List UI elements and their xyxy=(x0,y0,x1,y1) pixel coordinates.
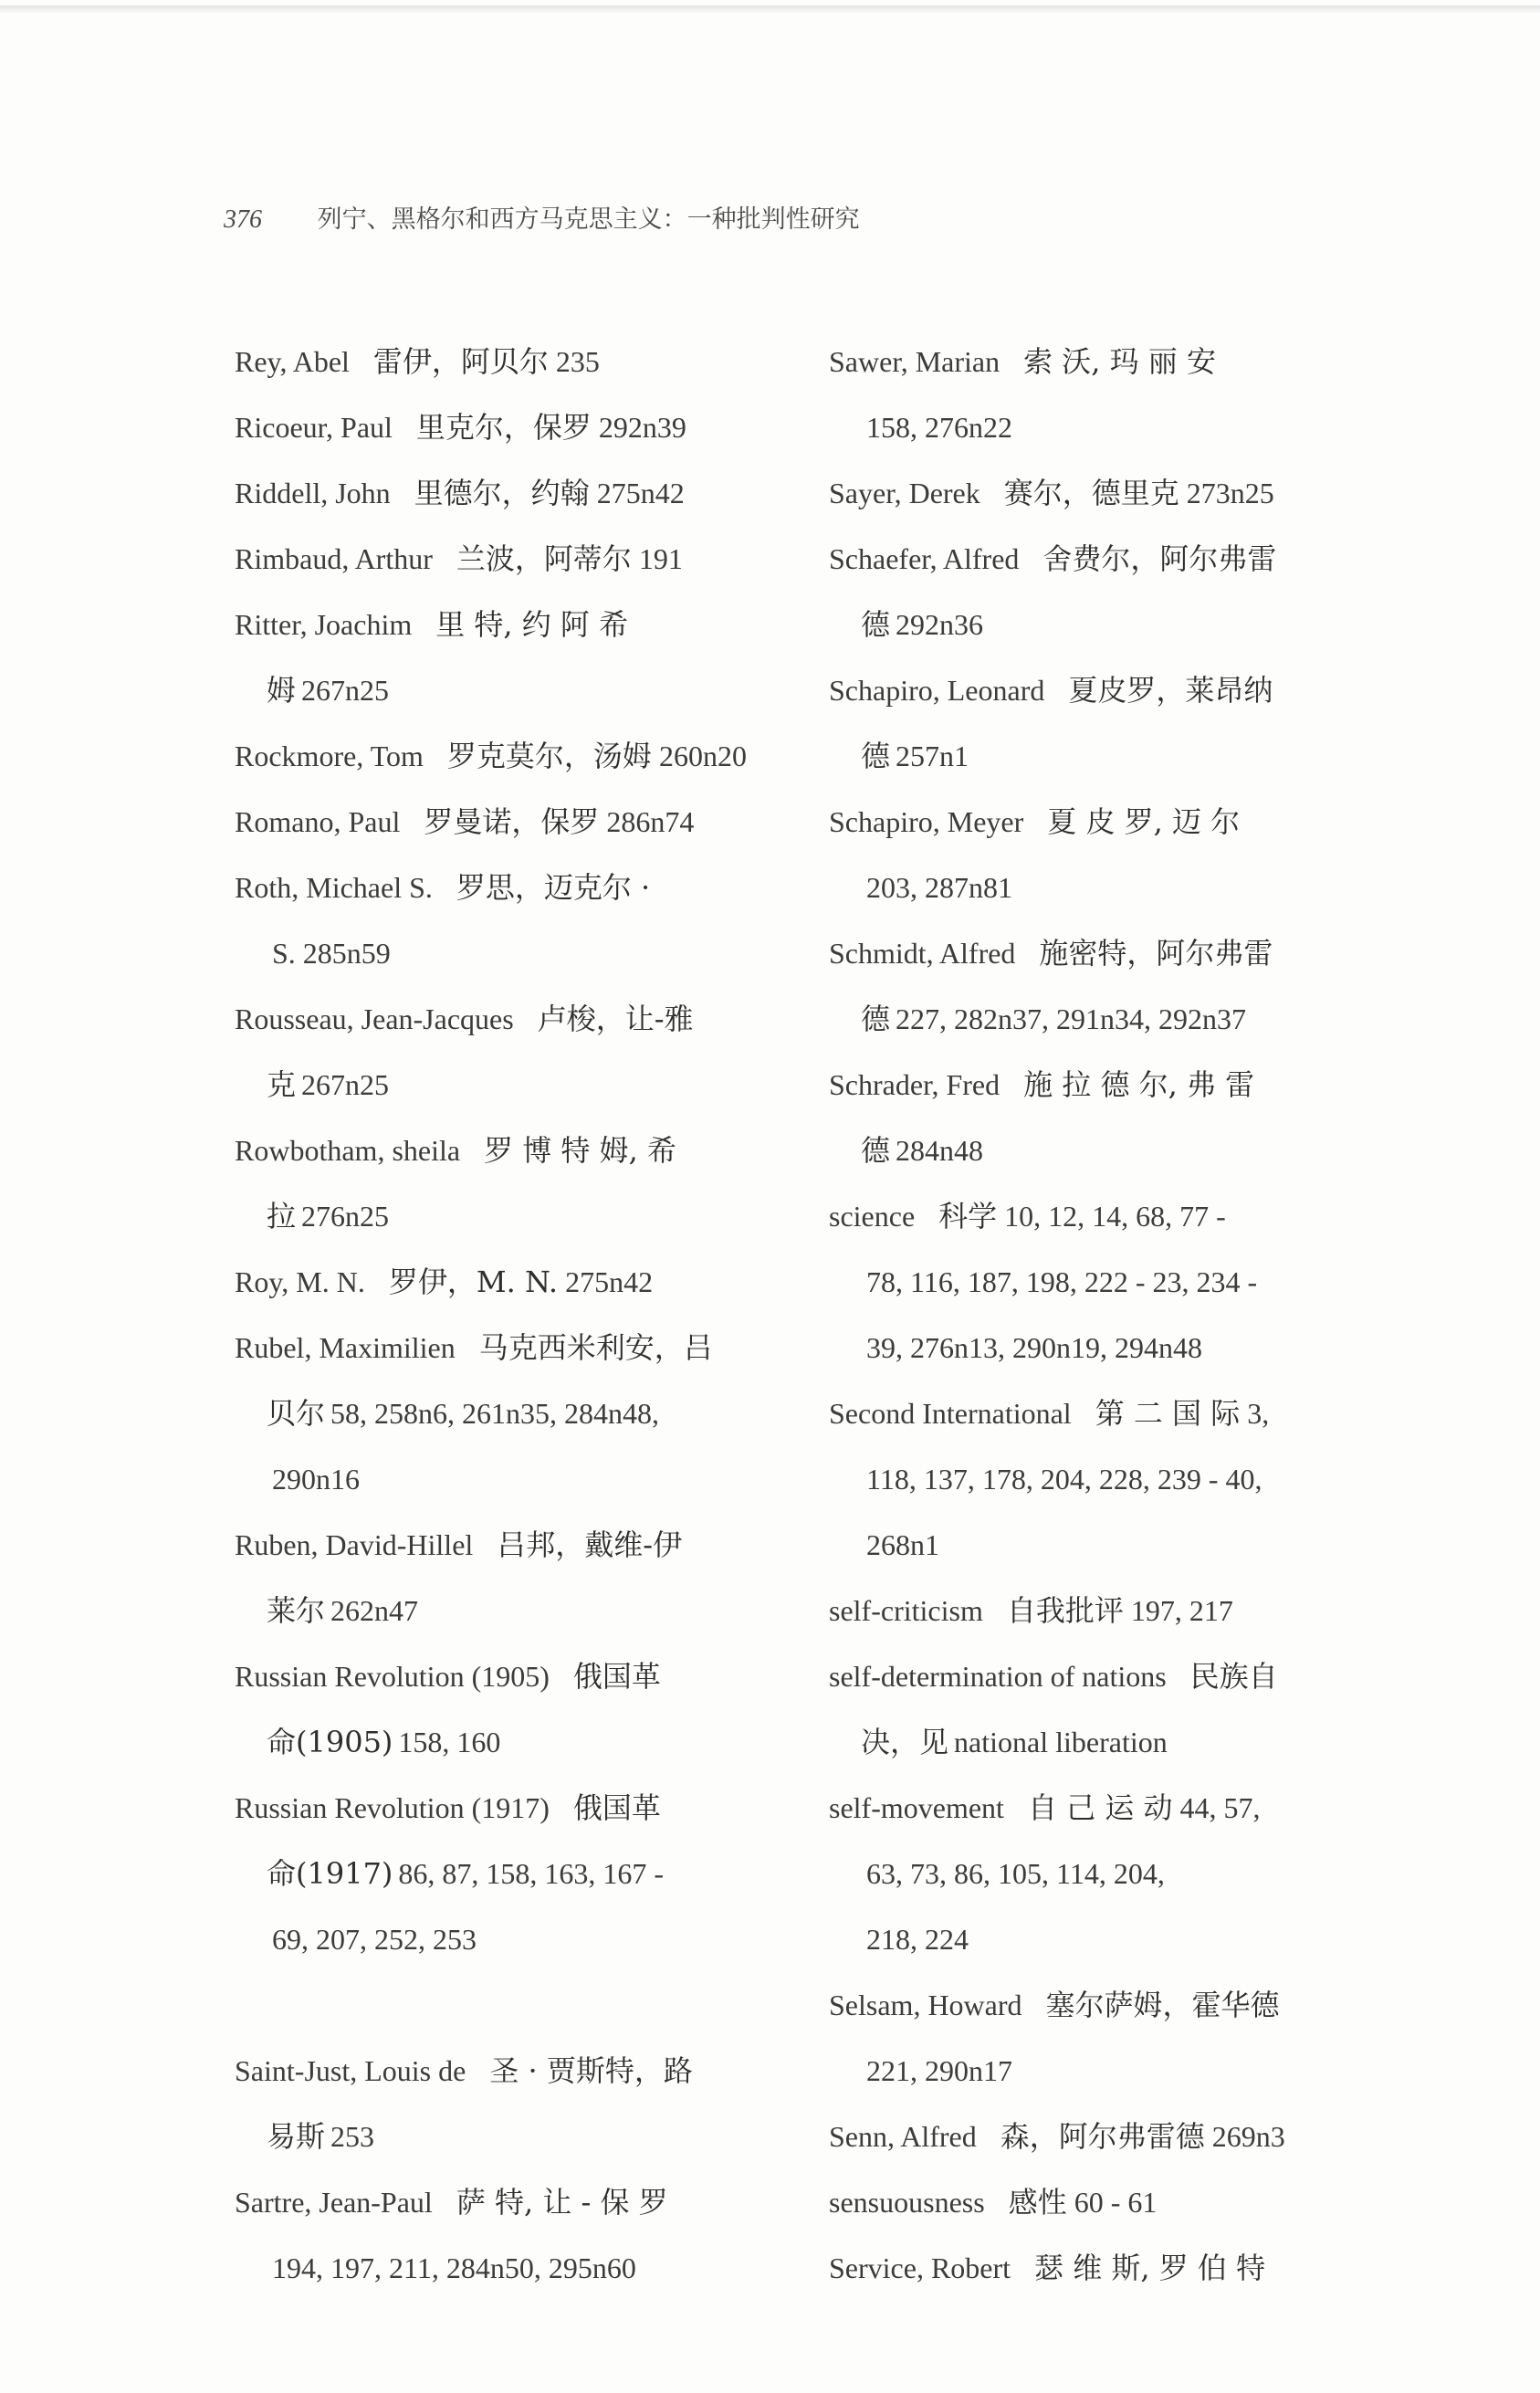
page-references: 286n74 xyxy=(606,805,695,838)
index-term-chinese: 里 特, 约 阿 希 xyxy=(435,607,629,642)
index-term-english: sensuousness xyxy=(829,2186,985,2219)
index-term-english: Roth, Michael S. xyxy=(235,871,433,904)
index-entry xyxy=(235,723,762,789)
index-term-english: Ruben, David-Hillel xyxy=(235,1528,474,1561)
index-entry-continuation xyxy=(829,1906,1358,1972)
page-references: 253 xyxy=(330,2120,375,2153)
index-term-chinese: 夏皮罗，莱昂纳 xyxy=(1068,673,1273,708)
page-references: 227, 282n37, 291n34, 292n37 xyxy=(896,1002,1247,1035)
index-entry-continuation xyxy=(829,1446,1358,1512)
index-term-english: Sartre, Jean-Paul xyxy=(235,2186,433,2219)
index-entry xyxy=(235,1512,762,1578)
index-term-chinese: 科学 xyxy=(938,1199,998,1233)
page-references: 267n25 xyxy=(301,674,390,707)
index-entry xyxy=(235,1118,762,1183)
index-entry-continuation xyxy=(829,1249,1358,1315)
index-entry xyxy=(829,526,1358,592)
index-entry-continuation xyxy=(829,394,1358,460)
index-term-chinese: 俄国革 xyxy=(572,1790,661,1825)
index-term-english: Roy, M. N. xyxy=(235,1265,365,1298)
page-references: 78, 116, 187, 198, 222 - 23, 234 - xyxy=(866,1265,1258,1298)
index-term-chinese: 萨 特, 让 - 保 罗 xyxy=(456,2185,668,2220)
index-term-chinese: 夏 皮 罗, 迈 尔 xyxy=(1047,804,1241,839)
index-term-chinese: 雷伊，阿贝尔 xyxy=(372,344,549,379)
index-term-chinese: 施密特，阿尔弗雷 xyxy=(1039,936,1273,971)
index-entry xyxy=(829,1578,1358,1643)
page-references: 235 xyxy=(555,345,600,378)
index-term-english: Sawer, Marian xyxy=(829,345,1000,378)
index-entry xyxy=(829,2104,1358,2169)
index-term-english: Russian Revolution (1905) xyxy=(235,1660,550,1693)
index-term-english: Rowbotham, sheila xyxy=(235,1134,461,1167)
index-entry xyxy=(235,855,762,920)
index-entry xyxy=(235,1315,762,1380)
index-term-chinese: 卢梭，让-雅 xyxy=(537,1002,694,1036)
page-references: 290n16 xyxy=(272,1463,360,1496)
index-term-chinese: 兰波，阿蒂尔 xyxy=(456,541,632,576)
index-term-chinese: 民族自 xyxy=(1189,1659,1278,1694)
index-term-english: Ricoeur, Paul xyxy=(235,411,393,444)
index-term-english: Selsam, Howard xyxy=(829,1989,1022,2021)
page-references: 44, 57, xyxy=(1179,1791,1261,1824)
page-references: 267n25 xyxy=(301,1068,390,1101)
index-entry-continuation xyxy=(829,1118,1358,1183)
index-entry-continuation xyxy=(235,1841,762,1906)
page-references: 197, 217 xyxy=(1130,1594,1233,1627)
page-references: 158, 276n22 xyxy=(866,411,1012,444)
page-references: 3, xyxy=(1247,1397,1270,1430)
index-entry xyxy=(235,592,762,657)
page-references: 275n42 xyxy=(565,1265,654,1298)
index-term-chinese: 罗思，迈克尔 · xyxy=(456,870,651,905)
index-entry xyxy=(829,1183,1358,1249)
page-number: 376 xyxy=(224,205,262,234)
page-references: 191 xyxy=(638,542,683,575)
index-term-chinese: 命(1905) xyxy=(267,1725,393,1759)
index-term-chinese: 罗克莫尔，汤姆 xyxy=(446,739,652,773)
index-entry xyxy=(829,329,1358,394)
index-term-chinese: 马克西米利安，吕 xyxy=(478,1330,713,1365)
index-term-english: Rousseau, Jean-Jacques xyxy=(235,1002,514,1035)
index-term-chinese: 赛尔，德里克 xyxy=(1003,476,1179,510)
page-references: 60 - 61 xyxy=(1074,2186,1158,2219)
index-entry-continuation xyxy=(829,1512,1358,1578)
index-entry-continuation xyxy=(235,1052,762,1118)
page-references: 292n36 xyxy=(896,608,984,641)
index-term-chinese: 德 xyxy=(861,1002,891,1036)
index-term-chinese: 易斯 xyxy=(267,2119,326,2154)
index-entry xyxy=(235,394,762,460)
index-term-english: Schaefer, Alfred xyxy=(829,542,1020,575)
page-edge-shadow xyxy=(0,5,1540,13)
index-term-chinese: 命(1917) xyxy=(267,1856,393,1891)
running-header xyxy=(224,199,860,235)
index-entry xyxy=(829,657,1358,723)
page-references: 58, 258n6, 261n35, 284n48, xyxy=(330,1397,660,1430)
index-term-english: Sayer, Derek xyxy=(829,477,980,509)
page-references: 284n48 xyxy=(896,1134,984,1167)
index-term-chinese: 俄国革 xyxy=(572,1659,661,1694)
index-term-english: Schapiro, Meyer xyxy=(829,805,1024,838)
index-entry-continuation xyxy=(235,2104,762,2169)
index-entry xyxy=(829,460,1358,526)
index-term-english: self-movement xyxy=(829,1791,1004,1824)
index-entry xyxy=(829,920,1358,986)
index-term-chinese: 罗曼诺，保罗 xyxy=(424,804,600,839)
letter-section-gap xyxy=(235,1972,762,2038)
index-term-chinese: 决，见 xyxy=(861,1725,949,1759)
page-references: 268n1 xyxy=(866,1528,939,1561)
index-entry-continuation xyxy=(235,1380,762,1446)
index-term-chinese: 德 xyxy=(861,1133,891,1168)
page-references: 262n47 xyxy=(330,1594,419,1627)
index-term-chinese: 瑟 维 斯, 罗 伯 特 xyxy=(1034,2251,1266,2285)
index-term-chinese: 罗伊，M. N. xyxy=(388,1265,559,1299)
index-entry-continuation xyxy=(235,1578,762,1643)
page-references: 269n3 xyxy=(1211,2120,1285,2153)
page-references: 158, 160 xyxy=(398,1726,501,1758)
index-term-chinese: 莱尔 xyxy=(267,1593,326,1628)
index-entry-continuation xyxy=(235,1709,762,1775)
page-references: 221, 290n17 xyxy=(866,2054,1012,2087)
index-term-english: Second International xyxy=(829,1397,1072,1430)
index-entry xyxy=(829,1643,1358,1709)
page-references: S. 285n59 xyxy=(272,937,391,970)
index-entry-continuation xyxy=(829,592,1358,657)
index-term-chinese: 贝尔 xyxy=(267,1396,326,1431)
index-entry xyxy=(235,1643,762,1709)
index-term-chinese: 塞尔萨姆，霍华德 xyxy=(1045,1988,1280,2022)
index-term-chinese: 森，阿尔弗雷德 xyxy=(1000,2119,1205,2154)
index-term-english: science xyxy=(829,1200,916,1233)
page-references: 118, 137, 178, 204, 228, 239 - 40, xyxy=(866,1463,1262,1496)
index-term-english: self-criticism xyxy=(829,1594,983,1627)
index-entry xyxy=(829,789,1358,855)
index-term-english: Rimbaud, Arthur xyxy=(235,542,433,575)
page-references: 218, 224 xyxy=(866,1923,969,1956)
index-entry xyxy=(235,986,762,1052)
index-column-right xyxy=(829,329,1358,2301)
index-term-english: Schrader, Fred xyxy=(829,1068,1000,1101)
index-term-chinese: 德 xyxy=(861,607,891,642)
index-term-chinese: 克 xyxy=(267,1067,297,1102)
index-term-chinese: 吕邦，戴维-伊 xyxy=(497,1527,683,1562)
page-references: 69, 207, 252, 253 xyxy=(272,1923,477,1956)
index-column-left xyxy=(235,329,762,2301)
page-references: 10, 12, 14, 68, 77 - xyxy=(1004,1200,1226,1233)
page-references: 275n42 xyxy=(596,477,685,509)
page-references: 276n25 xyxy=(301,1200,390,1233)
index-term-chinese: 里克尔，保罗 xyxy=(415,410,592,445)
index-entry xyxy=(235,789,762,855)
index-entry xyxy=(829,2235,1358,2301)
index-term-chinese: 第 二 国 际 xyxy=(1095,1396,1241,1431)
page-references: 39, 276n13, 290n19, 294n48 xyxy=(866,1331,1202,1364)
index-entry xyxy=(829,1775,1358,1841)
index-entry-continuation xyxy=(235,2235,762,2301)
index-term-english: Ritter, Joachim xyxy=(235,608,413,641)
index-entry-continuation xyxy=(829,1841,1358,1906)
index-entry xyxy=(235,2169,762,2235)
index-entry xyxy=(235,460,762,526)
page-references: 63, 73, 86, 105, 114, 204, xyxy=(866,1857,1165,1890)
index-entry-continuation xyxy=(235,657,762,723)
index-term-chinese: 自 己 运 动 xyxy=(1027,1790,1173,1825)
page-references: 257n1 xyxy=(896,740,969,772)
book-title: 列宁、黑格尔和西方马克思主义：一种批判性研究 xyxy=(317,205,860,234)
index-entry-continuation xyxy=(235,1183,762,1249)
index-entry xyxy=(829,1380,1358,1446)
index-entry-continuation xyxy=(235,920,762,986)
page-references: 203, 287n81 xyxy=(866,871,1012,904)
index-term-chinese: 圣 · 贾斯特，路 xyxy=(489,2053,693,2088)
index-term-english: Rey, Abel xyxy=(235,345,350,378)
index-term-chinese: 姆 xyxy=(267,673,297,708)
index-entry xyxy=(829,2169,1358,2235)
index-term-english: Schapiro, Leonard xyxy=(829,674,1045,707)
index-term-chinese: 自我批评 xyxy=(1006,1593,1124,1628)
page-references: 292n39 xyxy=(598,411,686,444)
index-entry-continuation xyxy=(829,855,1358,920)
index-entry xyxy=(829,1972,1358,2038)
index-entry xyxy=(235,526,762,592)
index-term-english: Rubel, Maximilien xyxy=(235,1331,456,1364)
index-term-english: Service, Robert xyxy=(829,2251,1011,2284)
page-references: 194, 197, 211, 284n50, 295n60 xyxy=(272,2251,636,2284)
index-entry-continuation xyxy=(235,1446,762,1512)
index-term-chinese: 德 xyxy=(861,739,891,773)
index-entry xyxy=(235,1249,762,1315)
index-entry xyxy=(235,329,762,394)
page-references: 260n20 xyxy=(658,740,747,772)
index-term-english: self-determination of nations xyxy=(829,1660,1167,1693)
index-term-chinese: 拉 xyxy=(267,1199,297,1233)
index-term-english: Saint-Just, Louis de xyxy=(235,2054,466,2087)
index-term-english: Romano, Paul xyxy=(235,805,401,838)
index-term-english: Russian Revolution (1917) xyxy=(235,1791,550,1824)
index-term-chinese: 索 沃, 玛 丽 安 xyxy=(1023,344,1216,379)
index-entry-continuation xyxy=(829,1315,1358,1380)
index-term-english: Riddell, John xyxy=(235,477,391,509)
index-entry-continuation xyxy=(829,723,1358,789)
page-references: national liberation xyxy=(954,1726,1168,1758)
index-term-chinese: 罗 博 特 姆, 希 xyxy=(484,1133,676,1168)
index-term-english: Senn, Alfred xyxy=(829,2120,977,2153)
index-entry-continuation xyxy=(829,1709,1358,1775)
index-term-chinese: 舍费尔，阿尔弗雷 xyxy=(1042,541,1277,576)
index-entry xyxy=(235,1775,762,1841)
index-term-chinese: 施 拉 德 尔, 弗 雷 xyxy=(1023,1067,1255,1102)
page-references: 273n25 xyxy=(1186,477,1274,509)
index-term-english: Schmidt, Alfred xyxy=(829,937,1016,970)
index-entry-continuation xyxy=(829,2038,1358,2104)
index-term-chinese: 感性 xyxy=(1008,2185,1067,2220)
page-references: 86, 87, 158, 163, 167 - xyxy=(398,1857,665,1890)
index-term-chinese: 里德尔，约翰 xyxy=(414,476,590,510)
index-entry-continuation xyxy=(235,1906,762,1972)
index-entry xyxy=(829,1052,1358,1118)
index-entry xyxy=(235,2038,762,2104)
index-entry-continuation xyxy=(829,986,1358,1052)
index-term-english: Rockmore, Tom xyxy=(235,740,424,772)
